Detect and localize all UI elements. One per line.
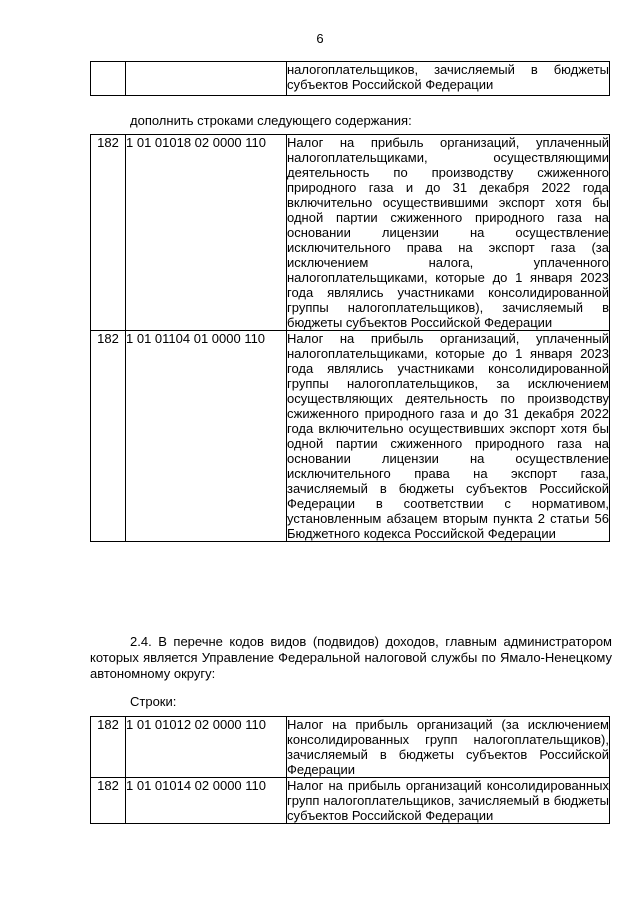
rows-label: Строки: — [130, 694, 177, 709]
section-2-4-paragraph: 2.4. В перечне кодов видов (подвидов) доходов, главным администратором которых является Управление Федеральной налоговой службы по Ямало-Ненецкому автономному округу: — [90, 634, 612, 681]
kbk-cell: 1 01 01012 02 0000 110 — [126, 717, 287, 778]
budget-code-cell: 182 — [91, 717, 126, 778]
table-row — [91, 62, 610, 96]
add-lines-paragraph: дополнить строками следующего содержания: — [130, 113, 412, 128]
top-continuation-table — [90, 61, 610, 96]
budget-code-cell: 182 — [91, 331, 126, 542]
table-row — [91, 717, 610, 778]
description-cell: Налог на прибыль организаций (за исключением консолидированных групп налогоплательщиков), зачисляемый в бюджеты субъектов Российской Федерации — [287, 717, 609, 777]
budget-code-cell: 182 — [91, 135, 126, 331]
description-cell: Налог на прибыль организаций консолидированных групп налогоплательщиков, зачисляемый в бюджеты субъектов Российской Федерации — [287, 778, 609, 823]
kbk-cell: 1 01 01018 02 0000 110 — [126, 135, 287, 331]
table-row — [91, 331, 610, 542]
table-row — [91, 778, 610, 824]
description-cell: Налог на прибыль организаций, уплаченный налогоплательщиками, осуществляющими деятельность по производству сжиженного природного газа и до 31 декабря 2022 года включительно осуществившими экспорт хотя бы одной партии сжиженного природного газа на основании лицензии на осуществление исключительного права на экспорт газа (за исключением налога, уплаченного налогоплательщиками, которые до 1 января 2023 года являлись участниками консолидированной группы налогоплательщиков), зачисляемый в бюджеты субъектов Российской Федерации — [287, 135, 609, 330]
kbk-cell: 1 01 01014 02 0000 110 — [126, 778, 287, 824]
budget-code-cell — [91, 62, 126, 96]
page-number: 6 — [316, 31, 324, 46]
table-row — [91, 135, 610, 331]
description-cell: Налог на прибыль организаций, уплаченный налогоплательщиками, которые до 1 января 2023 года являлись участниками консолидированной группы налогоплательщиков, за исключением осуществляющих деятельность по производству сжиженного природного газа и до 31 декабря 2022 года включительно осуществивших экспорт хотя бы одной партии сжиженного природного газа на основании лицензии на осуществление исключительного права на экспорт газа, зачисляемый в бюджеты субъектов Российской Федерации в соответствии с нормативом, установленным абзацем вторым пункта 2 статьи 56 Бюджетного кодекса Российской Федерации — [287, 331, 609, 541]
added-rows-table — [90, 134, 610, 542]
kbk-cell: 1 01 01104 01 0000 110 — [126, 331, 287, 542]
rows-table — [90, 716, 610, 824]
budget-code-cell: 182 — [91, 778, 126, 824]
description-cell: налогоплательщиков, зачисляемый в бюджеты субъектов Российской Федерации — [287, 62, 610, 96]
kbk-cell — [126, 62, 287, 96]
